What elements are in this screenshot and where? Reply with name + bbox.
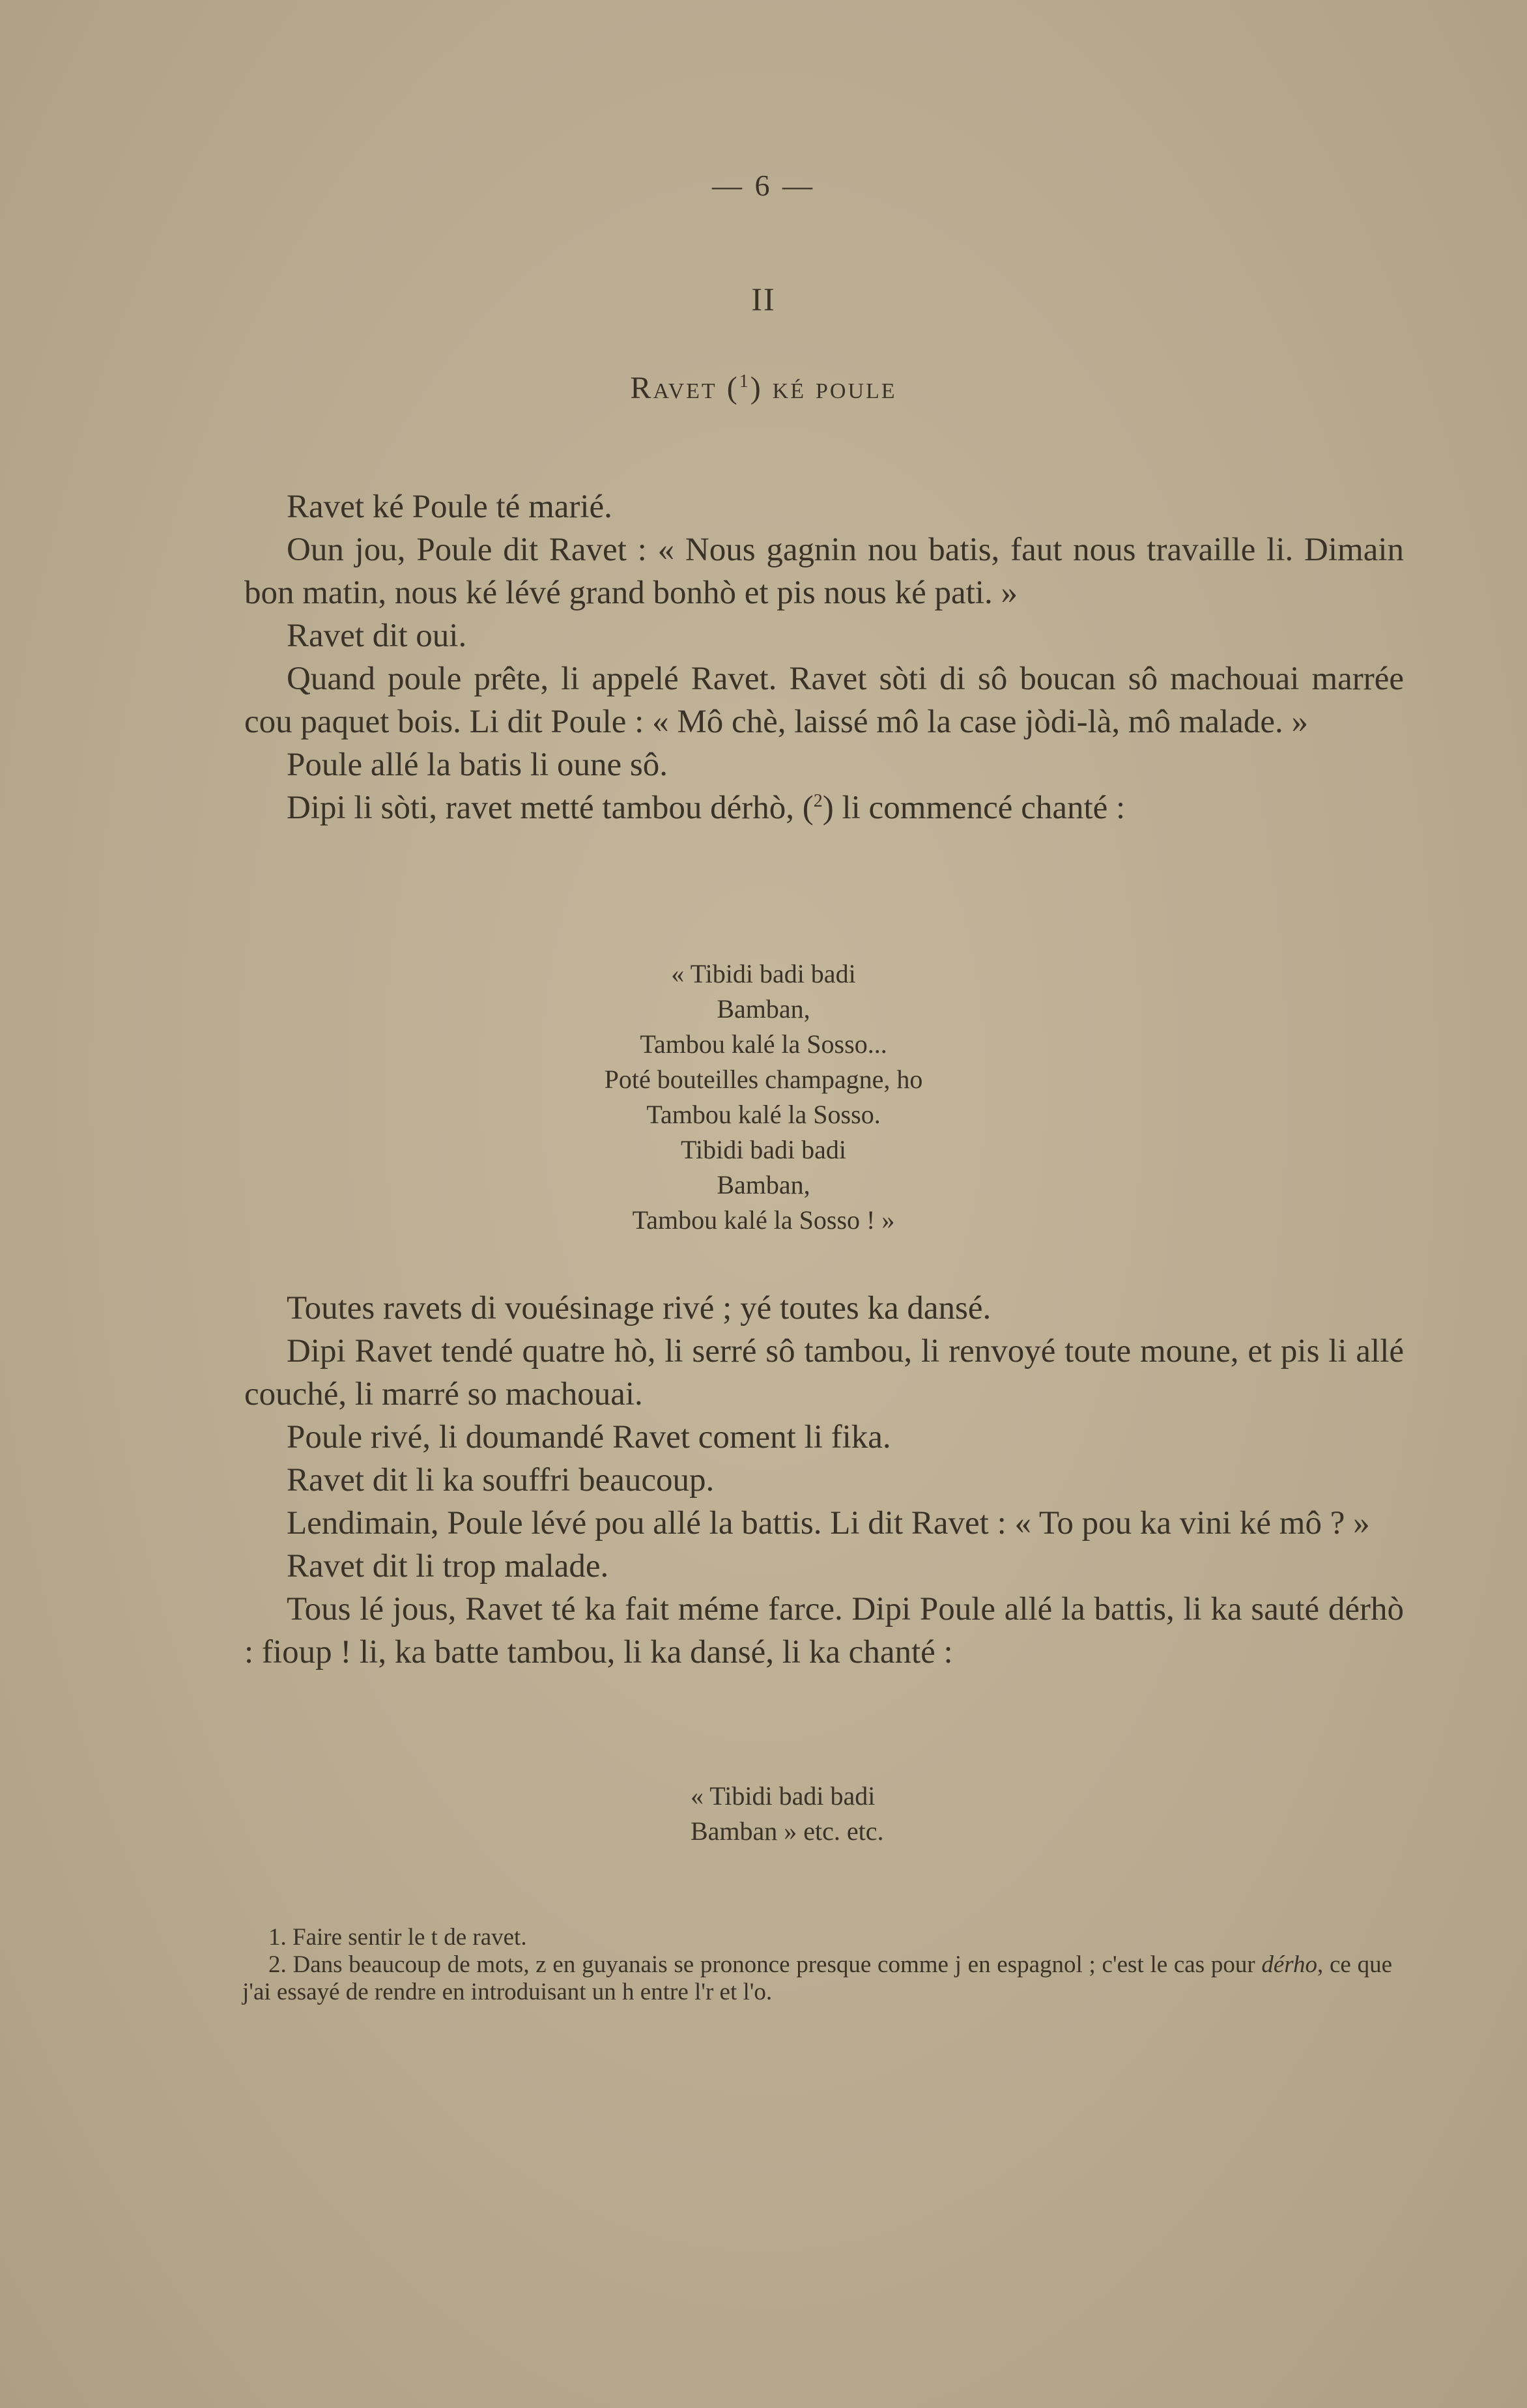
paragraph: Ravet dit li ka souffri beaucoup. (287, 1462, 715, 1498)
page-number: — 6 — (712, 169, 815, 202)
song-line: Bamban, (717, 1170, 810, 1199)
paragraph: Ravet dit oui. (287, 618, 467, 654)
paragraph (244, 786, 1404, 829)
song-verse-2 (691, 1779, 884, 1849)
paragraph: Ravet dit li trop malade. (287, 1548, 609, 1584)
paragraph: Toutes ravets di vouésinage rivé ; yé toutes ka dansé. (287, 1290, 992, 1326)
song-line: Tambou kalé la Sosso... (640, 1029, 887, 1059)
paragraph: Oun jou, Poule dit Ravet : « Nous gagnin nou batis, faut nous travaille li. Dimain bon matin, nous ké lévé grand bonhò et pis nous ké pati. » (244, 532, 1404, 611)
song-line: Tibidi badi badi (680, 1135, 847, 1164)
paragraph: Ravet ké Poule té marié. (287, 489, 612, 525)
footnote-2 (242, 1951, 1392, 2006)
paragraph-text: Dipi li sòti, ravet metté tambou dérhò, ( (287, 790, 814, 826)
title-words-ke-poule: ké poule (772, 371, 897, 405)
footnote-text: , ce que j'ai essayé de rendre en introduisant un h entre l'r et l'o. (242, 1951, 1392, 2005)
song-line: Tambou kalé la Sosso ! » (632, 1205, 895, 1235)
paragraph: Poule allé la batis li oune sô. (287, 747, 668, 783)
footnote-text: 2. Dans beaucoup de mots, z en guyanais se prononce presque comme j en espagnol ; c'est le cas pour (268, 1951, 1262, 1978)
footnote-italic-word: dérho (1261, 1951, 1318, 1978)
song-line: « Tibidi badi badi (671, 959, 856, 988)
song-line: Bamban, (717, 994, 810, 1024)
chapter-number: II (751, 281, 776, 317)
song-line: Poté bouteilles champagne, ho (604, 1065, 923, 1094)
title-word-ravet: Ravet (630, 371, 717, 405)
song-line: « Tibidi badi badi (691, 1781, 876, 1811)
footnote-1: 1. Faire sentir le t de ravet. (268, 1924, 527, 1951)
chapter-title: Ravet ($^1$) ké poule (630, 371, 897, 405)
paragraph: Tous lé jous, Ravet té ka fait méme farce. Dipi Poule allé la battis, li ka sauté dérhò : fioup ! li, ka batte tambou, li ka dansé, li ka chanté : (244, 1591, 1404, 1670)
footnotes (242, 1924, 1392, 2006)
paragraph: Dipi Ravet tendé quatre hò, li serré sô tambou, li renvoyé toute moune, et pis li allé couché, li marré so machouai. (244, 1333, 1404, 1412)
body-text-part-1 (244, 485, 1404, 829)
body-text-part-2 (244, 1287, 1404, 1674)
paragraph: Lendimain, Poule lévé pou allé la battis. Li dit Ravet : « To pou ka vini ké mô ? » (287, 1505, 1370, 1541)
song-line: Tambou kalé la Sosso. (646, 1100, 881, 1129)
footnote-ref: 2 (813, 791, 823, 811)
song-verse-1 (0, 956, 1527, 1238)
paragraph: Poule rivé, li doumandé Ravet coment li fika. (287, 1419, 891, 1455)
title-footnote-ref: 1 (739, 371, 750, 392)
paragraph: Quand poule prête, li appelé Ravet. Ravet sòti di sô boucan sô machouai marrée cou paquet bois. Li dit Poule : « Mô chè, laissé mô la case jòdi-là, mô malade. » (244, 661, 1404, 740)
song-line: Bamban » etc. etc. (691, 1816, 884, 1846)
paragraph-text: ) li commencé chanté : (822, 790, 1126, 826)
